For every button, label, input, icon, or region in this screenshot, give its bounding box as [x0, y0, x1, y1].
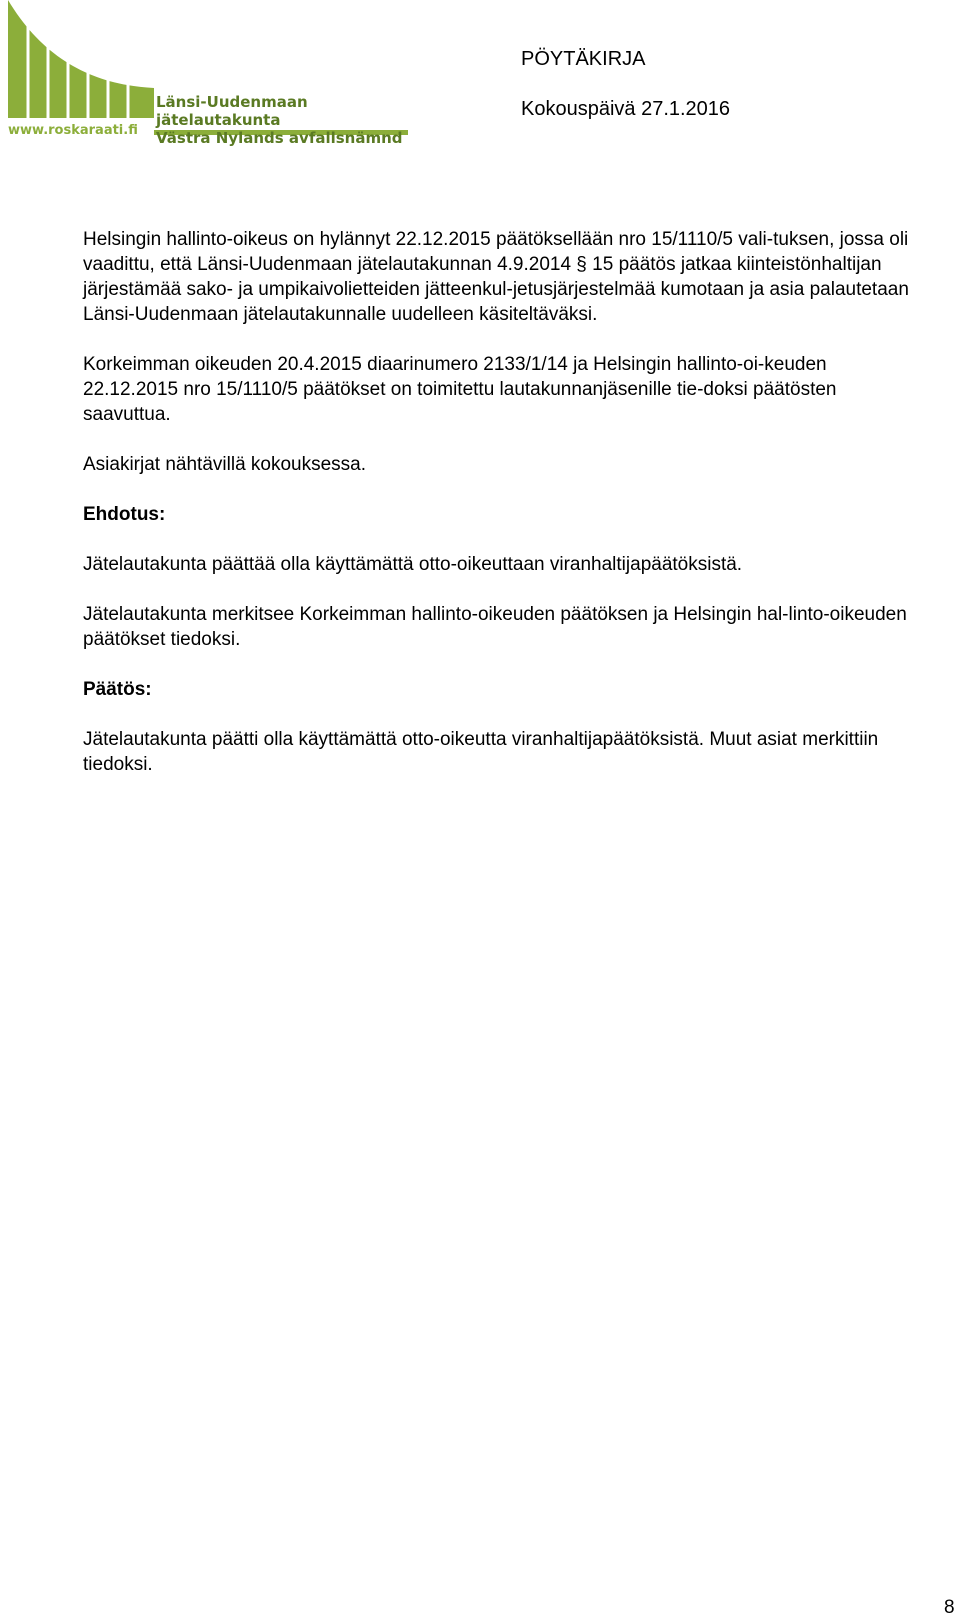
logo-name-block [156, 93, 434, 147]
logo-name-swedish: Västra Nylands avfallsnämnd [156, 129, 403, 147]
paragraph-decisions-delivered: Korkeimman oikeuden 20.4.2015 diaarinumero 2133/1/14 ja Helsingin hallinto-oi-keuden 22.12.2015 nro 15/1110/5 päätökset on toimitettu lautakunnanjäsenille tie-doksi päätösten saavuttua. [83, 354, 837, 425]
paragraph-documents-available: Asiakirjat nähtävillä kokouksessa. [83, 454, 367, 475]
document-body [83, 227, 915, 777]
proposal-heading: Ehdotus: [83, 504, 166, 525]
document-type: PÖYTÄKIRJA [521, 48, 646, 70]
proposal-paragraph-2: Jätelautakunta merkitsee Korkeimman hallinto-oikeuden päätöksen ja Helsingin hal-linto-oikeuden päätökset tiedoksi. [83, 604, 907, 650]
paragraph-appeal-decision: Helsingin hallinto-oikeus on hylännyt 22.12.2015 päätöksellään nro 15/1110/5 vali-tuksen, jossa oli vaadittu, että Länsi-Uudenmaan jätelautakunnan 4.9.2014 § 15 päätös jatkaa kiinteistönhaltijan järjestämää sako- ja umpikaivolietteiden jätteenkul-jetusjärjestelmää kumotaan ja asia palautetaan Länsi-Uudenmaan jätelautakunnalle uudelleen käsiteltäväksi. [83, 229, 909, 325]
document-header [521, 48, 730, 121]
page-number: 8 [944, 1597, 955, 1618]
logo-url: www.roskaraati.fi [8, 123, 138, 138]
meeting-date: Kokouspäivä 27.1.2016 [521, 98, 731, 120]
decision-paragraph: Jätelautakunta päätti olla käyttämättä otto-oikeutta viranhaltijapäätöksistä. Muut asiat merkittiin tiedoksi. [83, 729, 879, 775]
proposal-paragraph-1: Jätelautakunta päättää olla käyttämättä otto-oikeuttaan viranhaltijapäätöksistä. [83, 554, 743, 575]
logo-name-finnish: Länsi-Uudenmaan jätelautakunta [156, 93, 308, 129]
decision-heading: Päätös: [83, 679, 152, 700]
organization-logo [4, 0, 434, 150]
